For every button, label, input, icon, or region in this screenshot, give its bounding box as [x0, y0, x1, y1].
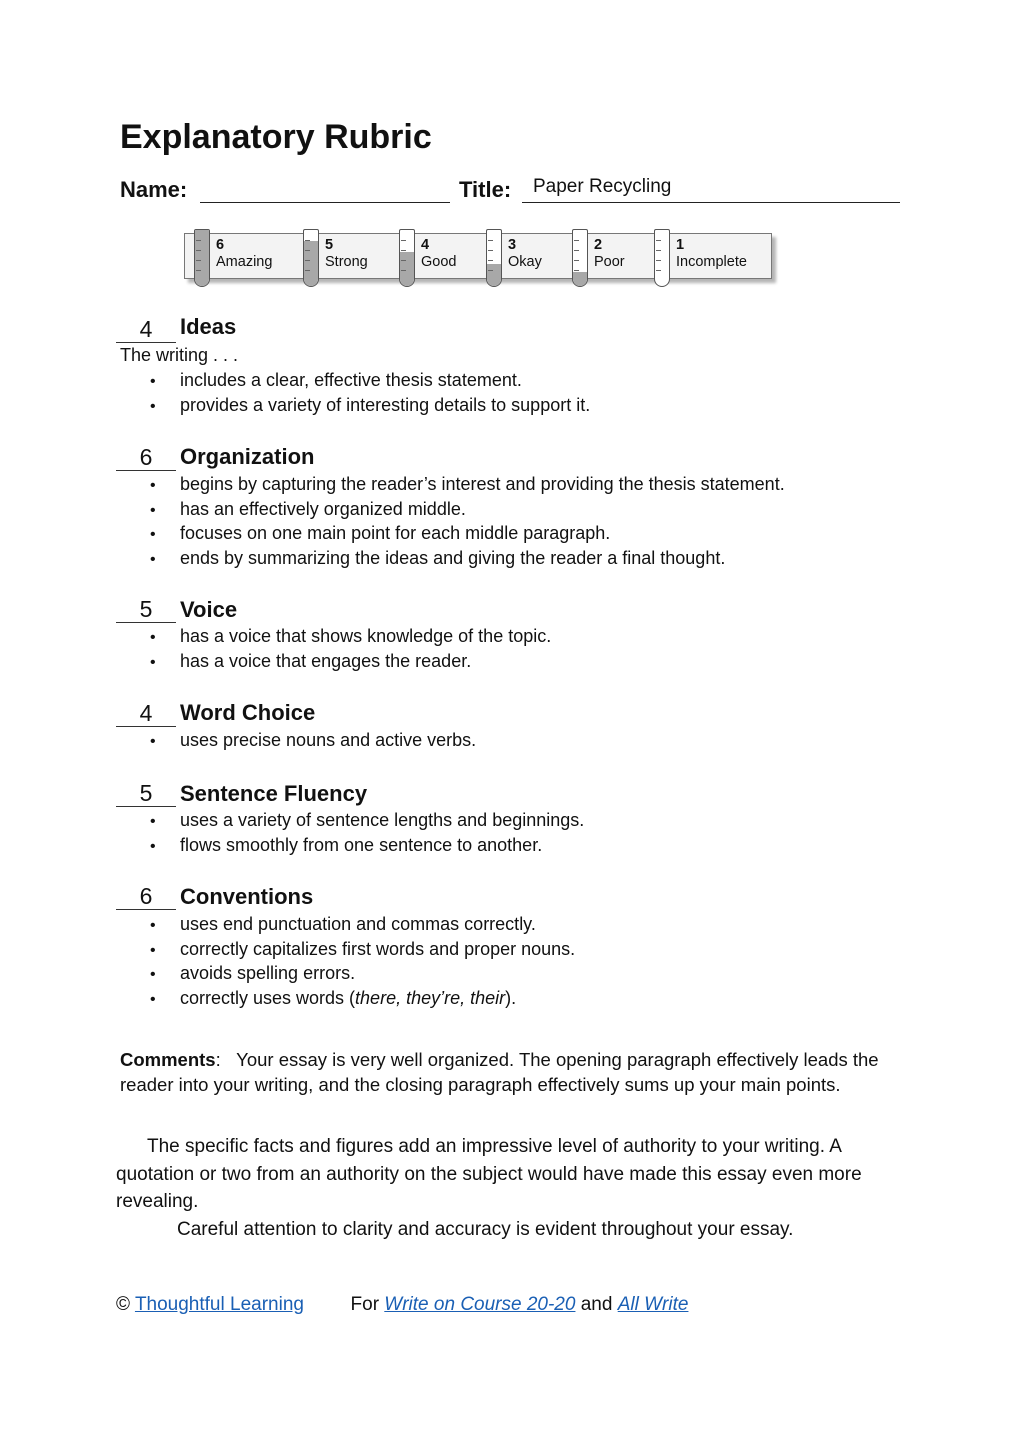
voice-list [150, 624, 551, 673]
tube-fill-3 [487, 264, 501, 286]
scale-level-4: 4 Good [421, 237, 457, 270]
comments-label: Comments [120, 1049, 216, 1070]
score-word-choice[interactable]: 4 [116, 700, 176, 727]
copyright-symbol: © [116, 1294, 130, 1315]
publisher-link[interactable]: Thoughtful Learning [134, 1294, 304, 1315]
name-field[interactable] [200, 178, 450, 203]
title-field[interactable] [522, 176, 900, 203]
conventions-list [150, 912, 575, 1010]
score-organization[interactable]: 6 [116, 444, 176, 471]
tube-icon-5 [303, 229, 319, 287]
tube-fill-2 [573, 272, 587, 286]
book1-link[interactable]: Write on Course 20-20 [384, 1294, 576, 1315]
bullet-icon: • [150, 653, 156, 671]
score-ideas[interactable]: 4 [116, 316, 176, 343]
list-item: • uses precise nouns and active verbs. [150, 728, 476, 753]
organization-list [150, 472, 785, 570]
bullet-icon: • [150, 501, 156, 519]
bullet-icon: • [150, 629, 156, 646]
comment-paragraph-3: Careful attention to clarity and accuracy is evident throughout your essay. [177, 1219, 794, 1240]
section-title-voice: Voice [180, 597, 238, 622]
comment-paragraph-2: The specific facts and figures add an impressive level of authority to your writing. A quotation or two from an authority on the subject would have made this essay even more revealing. [116, 1136, 862, 1212]
bullet-icon: • [150, 373, 156, 390]
tube-fill-6 [195, 230, 209, 286]
scale-level-5: 5 Strong [325, 237, 368, 270]
footer: © Thoughtful Learning For Write on Course 20-20 and All Write [116, 1294, 689, 1315]
book2-link[interactable]: All Write [617, 1294, 689, 1315]
title-label: Title: [459, 177, 512, 202]
tube-icon-2 [572, 229, 588, 287]
list-item: • correctly capitalizes first words and proper nouns. [150, 937, 575, 962]
bullet-icon: • [150, 550, 156, 568]
scale-level-1: 1 Incomplete [676, 237, 747, 270]
list-item: • has a voice that shows knowledge of the topic. [150, 624, 551, 649]
scale-level-6: 6 Amazing [216, 237, 273, 270]
list-item: • uses end punctuation and commas correctly. [150, 912, 575, 937]
bullet-icon: • [150, 941, 156, 959]
ideas-intro: The writing . . . [120, 345, 239, 365]
page-title: Explanatory Rubric [120, 118, 432, 156]
list-item: • begins by capturing the reader’s interest and providing the thesis statement. [150, 472, 785, 497]
comments-text: Your essay is very well organized. The opening paragraph effectively leads the reader into your writing, and the closing paragraph effectively sums up your main points. [120, 1049, 879, 1095]
list-item: • flows smoothly from one sentence to another. [150, 833, 584, 858]
list-item: • provides a variety of interesting details to support it. [150, 393, 590, 418]
bullet-icon: • [150, 477, 156, 494]
section-title-organization: Organization [180, 444, 315, 469]
bullet-icon: • [150, 813, 156, 830]
bullet-icon: • [150, 990, 156, 1008]
list-item: • focuses on one main point for each middle paragraph. [150, 521, 785, 546]
list-item: • has a voice that engages the reader. [150, 649, 551, 674]
scale-level-3: 3 Okay [508, 237, 542, 270]
score-conventions[interactable]: 6 [116, 883, 176, 910]
rating-scale [180, 229, 780, 291]
word-choice-list [150, 728, 476, 753]
section-title-conventions: Conventions [180, 884, 314, 909]
ideas-list [150, 368, 590, 417]
bullet-icon: • [150, 526, 156, 543]
score-sentence-fluency[interactable]: 5 [116, 780, 176, 807]
list-item: • correctly uses words (there, they’re, their). [150, 986, 575, 1011]
tube-icon-1 [654, 229, 670, 287]
bullet-icon: • [150, 917, 156, 934]
name-label: Name: [120, 177, 188, 202]
section-title-sentence-fluency: Sentence Fluency [180, 781, 368, 806]
tube-icon-4 [399, 229, 415, 287]
sentence-fluency-list [150, 808, 584, 857]
comments-block: Comments: Your essay is very well organized. The opening paragraph effectively leads the reader into your writing, and the closing paragraph effectively sums up your main points. [120, 1049, 879, 1095]
list-item: • ends by summarizing the ideas and giving the reader a final thought. [150, 546, 785, 571]
tube-icon-3 [486, 229, 502, 287]
bullet-icon: • [150, 397, 156, 415]
bullet-icon: • [150, 837, 156, 855]
scale-level-2: 2 Poor [594, 237, 625, 270]
tube-fill-5 [304, 241, 318, 286]
list-item: • includes a clear, effective thesis statement. [150, 368, 590, 393]
list-item: • uses a variety of sentence lengths and beginnings. [150, 808, 584, 833]
bullet-icon: • [150, 966, 156, 983]
score-voice[interactable]: 5 [116, 596, 176, 623]
list-item: • has an effectively organized middle. [150, 497, 785, 522]
tube-icon-6 [194, 229, 210, 287]
section-title-ideas: Ideas [180, 314, 237, 339]
section-title-word-choice: Word Choice [180, 700, 316, 725]
bullet-icon: • [150, 733, 156, 750]
list-item: • avoids spelling errors. [150, 961, 575, 986]
title-value: Paper Recycling [533, 176, 672, 197]
